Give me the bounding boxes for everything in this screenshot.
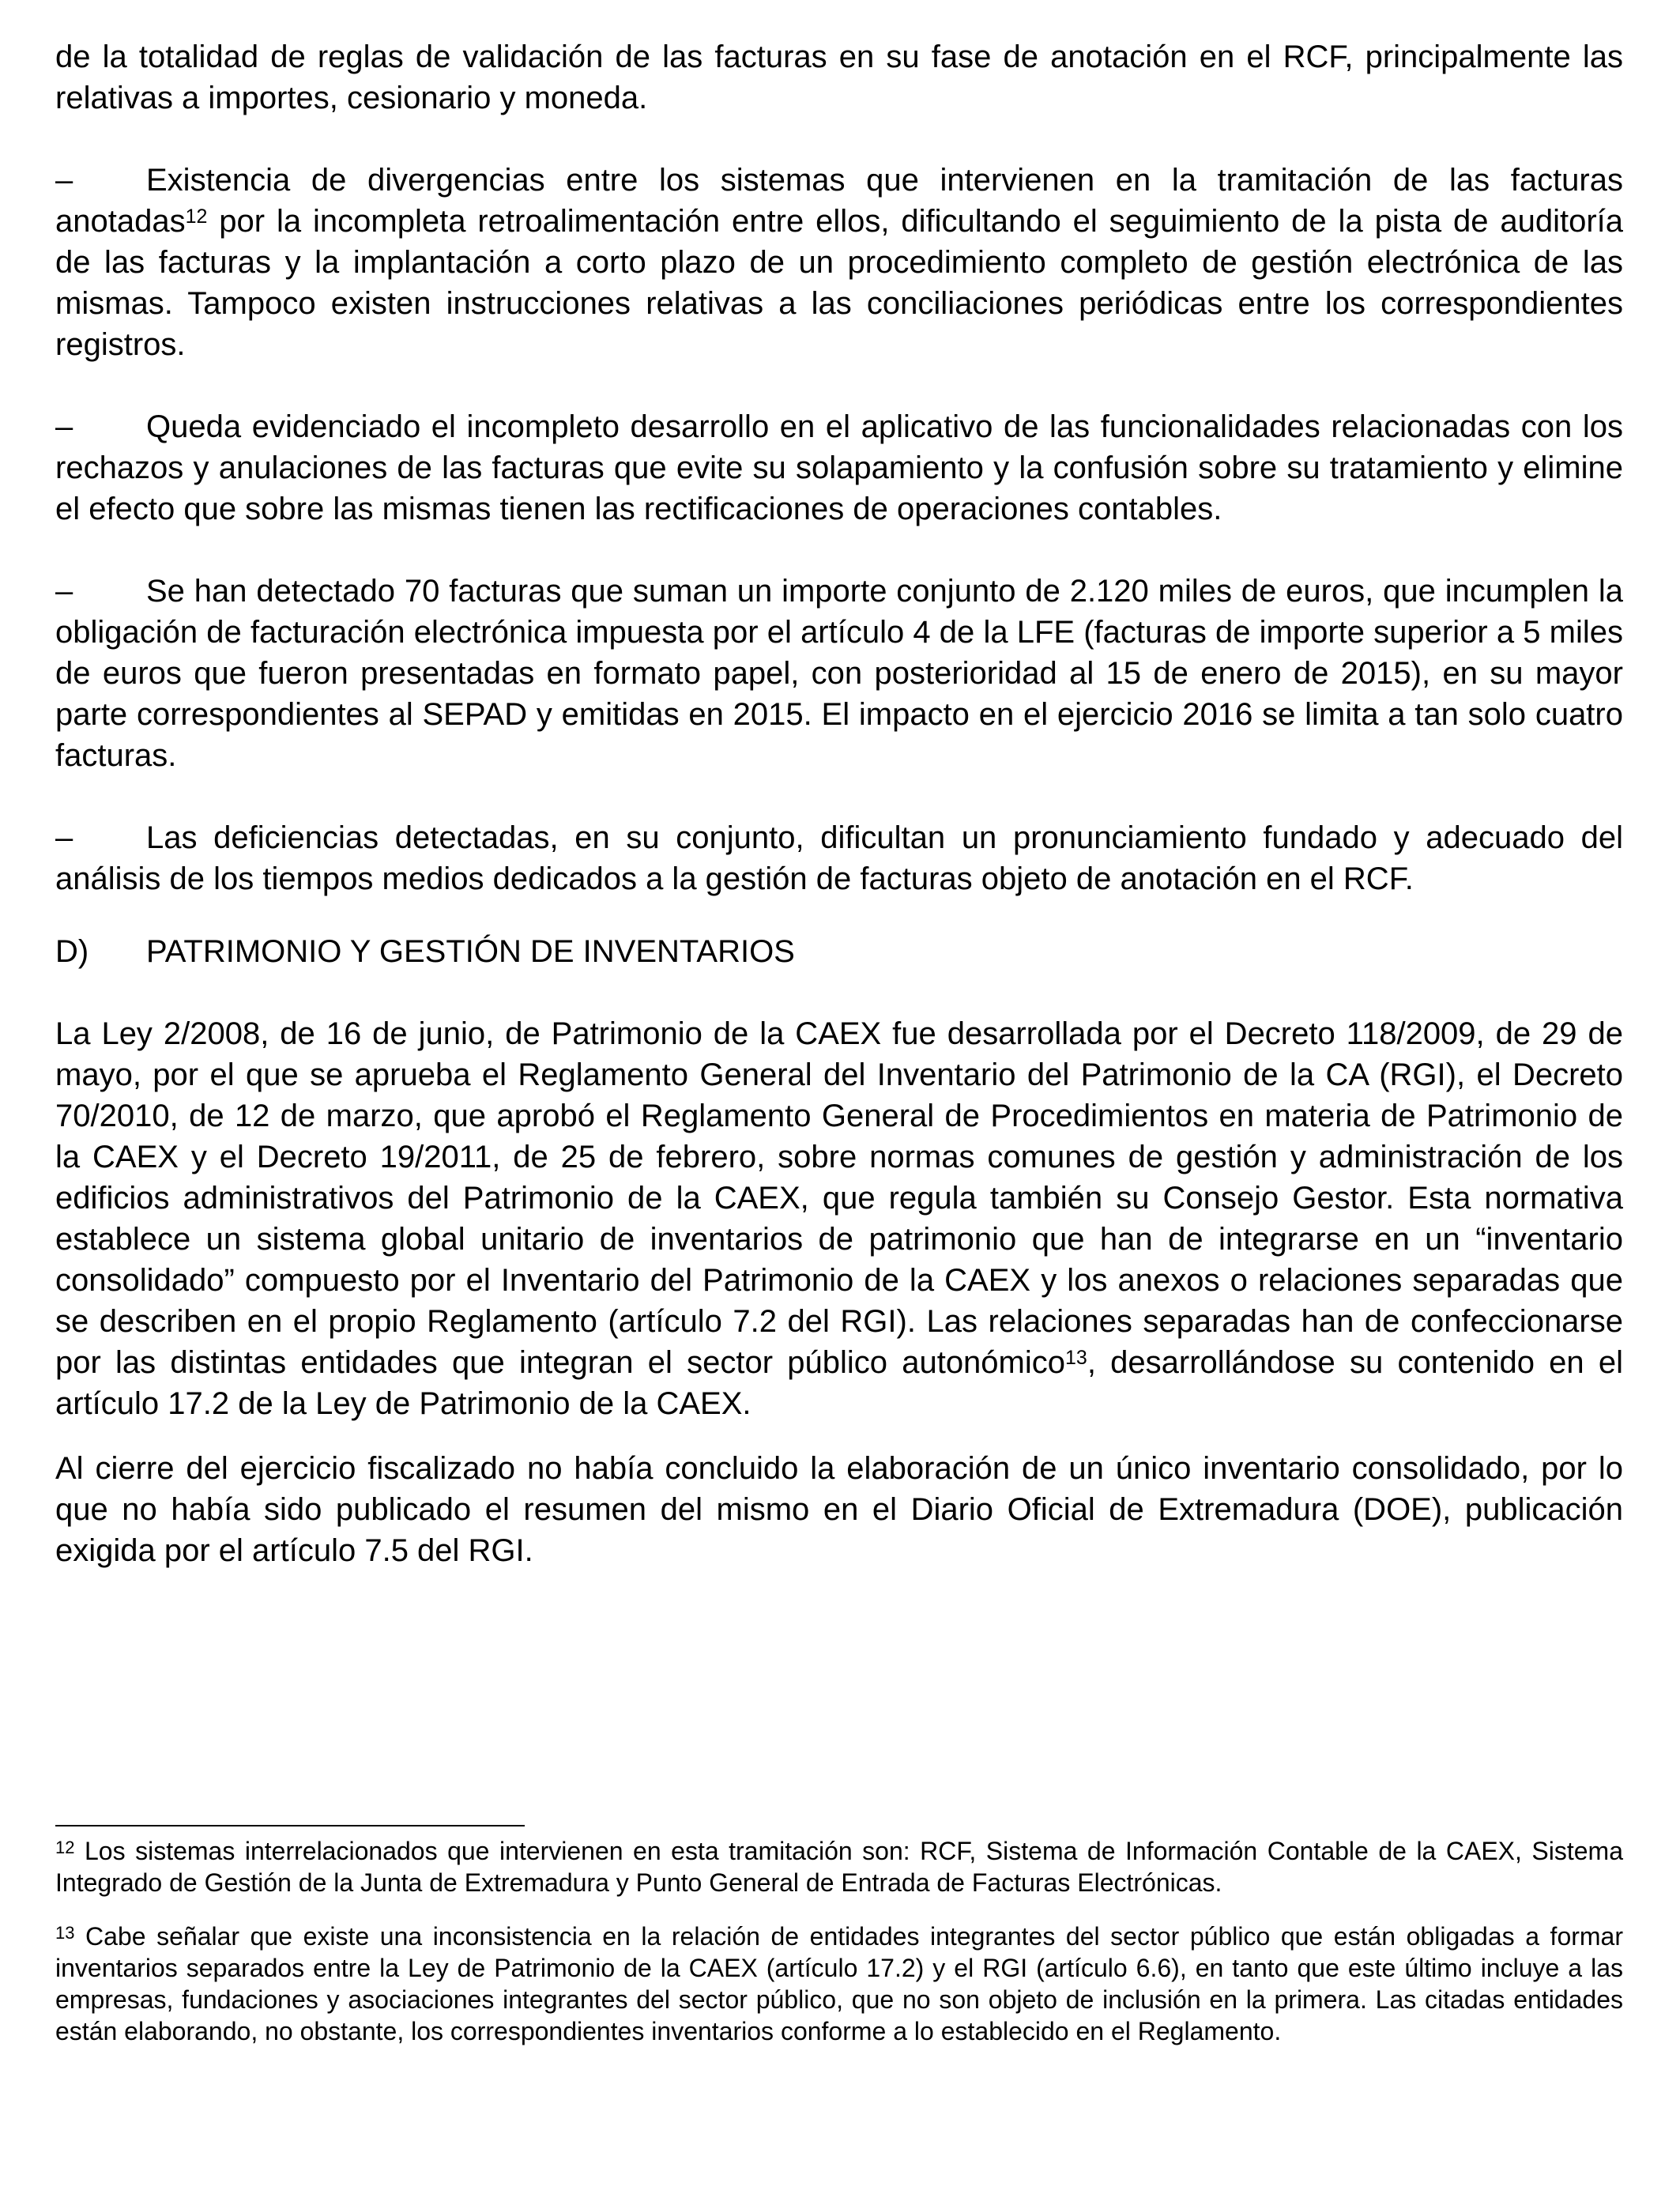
footnote-12-text: Los sistemas interrelacionados que intervienen en esta tramitación son: RCF, Sistema de Información Contable de la CAEX, Sistema Integrado de Gestión de la Junta de Extremadura y Punto General de Entrada de Facturas Electrónicas. xyxy=(55,1837,1623,1897)
dash-bullet: – xyxy=(55,409,73,444)
footnotes xyxy=(55,1835,1623,2047)
bullet-divergencias-text-b: por la incompleta retroalimentación entre ellos, dificultando el seguimiento de la pista de auditoría de las facturas y la implantación a corto plazo de un procedimiento completo de gestión electrónica de las mismas. Tampoco existen instrucciones relativas a las conciliaciones periódicas entre los correspondientes registros. xyxy=(55,204,1623,362)
bullet-deficiencias-text: Las deficiencias detectadas, en su conjunto, dificultan un pronunciamiento fundado y adecuado del análisis de los tiempos medios dedicados a la gestión de facturas objeto de anotación en el RCF. xyxy=(55,820,1623,896)
paragraph-intro xyxy=(55,36,1623,119)
paragraph-intro-text: de la totalidad de reglas de validación de las facturas en su fase de anotación en el RCF, principalmente las relativas a importes, cesionario y moneda. xyxy=(55,40,1623,115)
footnote-ref-13: 13 xyxy=(1065,1347,1087,1369)
dash-bullet: – xyxy=(55,820,73,855)
section-heading xyxy=(55,931,1623,972)
bullet-rechazos-text: Queda evidenciado el incompleto desarrollo en el aplicativo de las funcionalidades relacionadas con los rechazos y anulaciones de las facturas que evite su solapamiento y la confusión sobre su tratamiento y elimine el efecto que sobre las mismas tienen las rectificaciones de operaciones contables. xyxy=(55,409,1623,526)
footnote-13 xyxy=(55,1921,1623,2047)
section-title: PATRIMONIO Y GESTIÓN DE INVENTARIOS xyxy=(146,934,795,969)
bullet-divergencias-text-a: Existencia de divergencias entre los sistemas que intervienen en la tramitación de las facturas anotadas xyxy=(55,163,1623,239)
bullet-deficiencias xyxy=(55,817,1623,899)
bullet-facturas-papel xyxy=(55,571,1623,776)
footnote-13-number: 13 xyxy=(55,1923,75,1943)
paragraph-ley-patrimonio-text-b: , desarrollándose su contenido en el artículo 17.2 de la Ley de Patrimonio de la CAEX. xyxy=(55,1345,1623,1421)
footnote-12 xyxy=(55,1835,1623,1898)
dash-bullet: – xyxy=(55,574,73,609)
paragraph-cierre-ejercicio-text: Al cierre del ejercicio fiscalizado no había concluido la elaboración de un único inventario consolidado, por lo que no había sido publicado el resumen del mismo en el Diario Oficial de Extremadura (DOE), publicación exigida por el artículo 7.5 del RGI. xyxy=(55,1451,1623,1568)
footnote-ref-12: 12 xyxy=(185,205,208,228)
section-letter: D) xyxy=(55,934,89,969)
footnote-12-number: 12 xyxy=(55,1838,75,1857)
paragraph-ley-patrimonio xyxy=(55,1013,1623,1424)
paragraph-ley-patrimonio-text-a: La Ley 2/2008, de 16 de junio, de Patrimonio de la CAEX fue desarrollada por el Decreto 118/2009, de 29 de mayo, por el que se aprueba el Reglamento General del Inventario del Patrimonio de la CA (RGI), el Decreto 70/2010, de 12 de marzo, que aprobó el Reglamento General de Procedimientos en materia de Patrimonio de la CAEX y el Decreto 19/2011, de 25 de febrero, sobre normas comunes de gestión y administración de los edificios administrativos del Patrimonio de la CAEX, que regula también su Consejo Gestor. Esta normativa establece un sistema global unitario de inventarios de patrimonio que han de integrarse en un “inventario consolidado” compuesto por el Inventario del Patrimonio de la CAEX y los anexos o relaciones separadas que se describen en el propio Reglamento (artículo 7.2 del RGI). Las relaciones separadas han de confeccionarse por las distintas entidades que integran el sector público autonómico xyxy=(55,1016,1623,1380)
dash-bullet: – xyxy=(55,163,73,198)
paragraph-cierre-ejercicio xyxy=(55,1448,1623,1571)
bullet-rechazos xyxy=(55,406,1623,530)
footnote-separator xyxy=(55,1825,525,1826)
bullet-facturas-papel-text: Se han detectado 70 facturas que suman un importe conjunto de 2.120 miles de euros, que incumplen la obligación de facturación electrónica impuesta por el artículo 4 de la LFE (facturas de importe superior a 5 miles de euros que fueron presentadas en formato papel, con posterioridad al 15 de enero de 2015), en su mayor parte correspondientes al SEPAD y emitidas en 2015. El impacto en el ejercicio 2016 se limita a tan solo cuatro facturas. xyxy=(55,574,1623,773)
bullet-divergencias xyxy=(55,160,1623,365)
footnote-13-text: Cabe señalar que existe una inconsistencia en la relación de entidades integrantes del sector público que están obligadas a formar inventarios separados entre la Ley de Patrimonio de la CAEX (artículo 17.2) y el RGI (artículo 6.6), en tanto que este último incluye a las empresas, fundaciones y asociaciones integrantes del sector público, que no son objeto de inclusión en la primera. Las citadas entidades están elaborando, no obstante, los correspondientes inventarios conforme a lo establecido en el Reglamento. xyxy=(55,1922,1623,2045)
document-body xyxy=(55,36,1623,1571)
